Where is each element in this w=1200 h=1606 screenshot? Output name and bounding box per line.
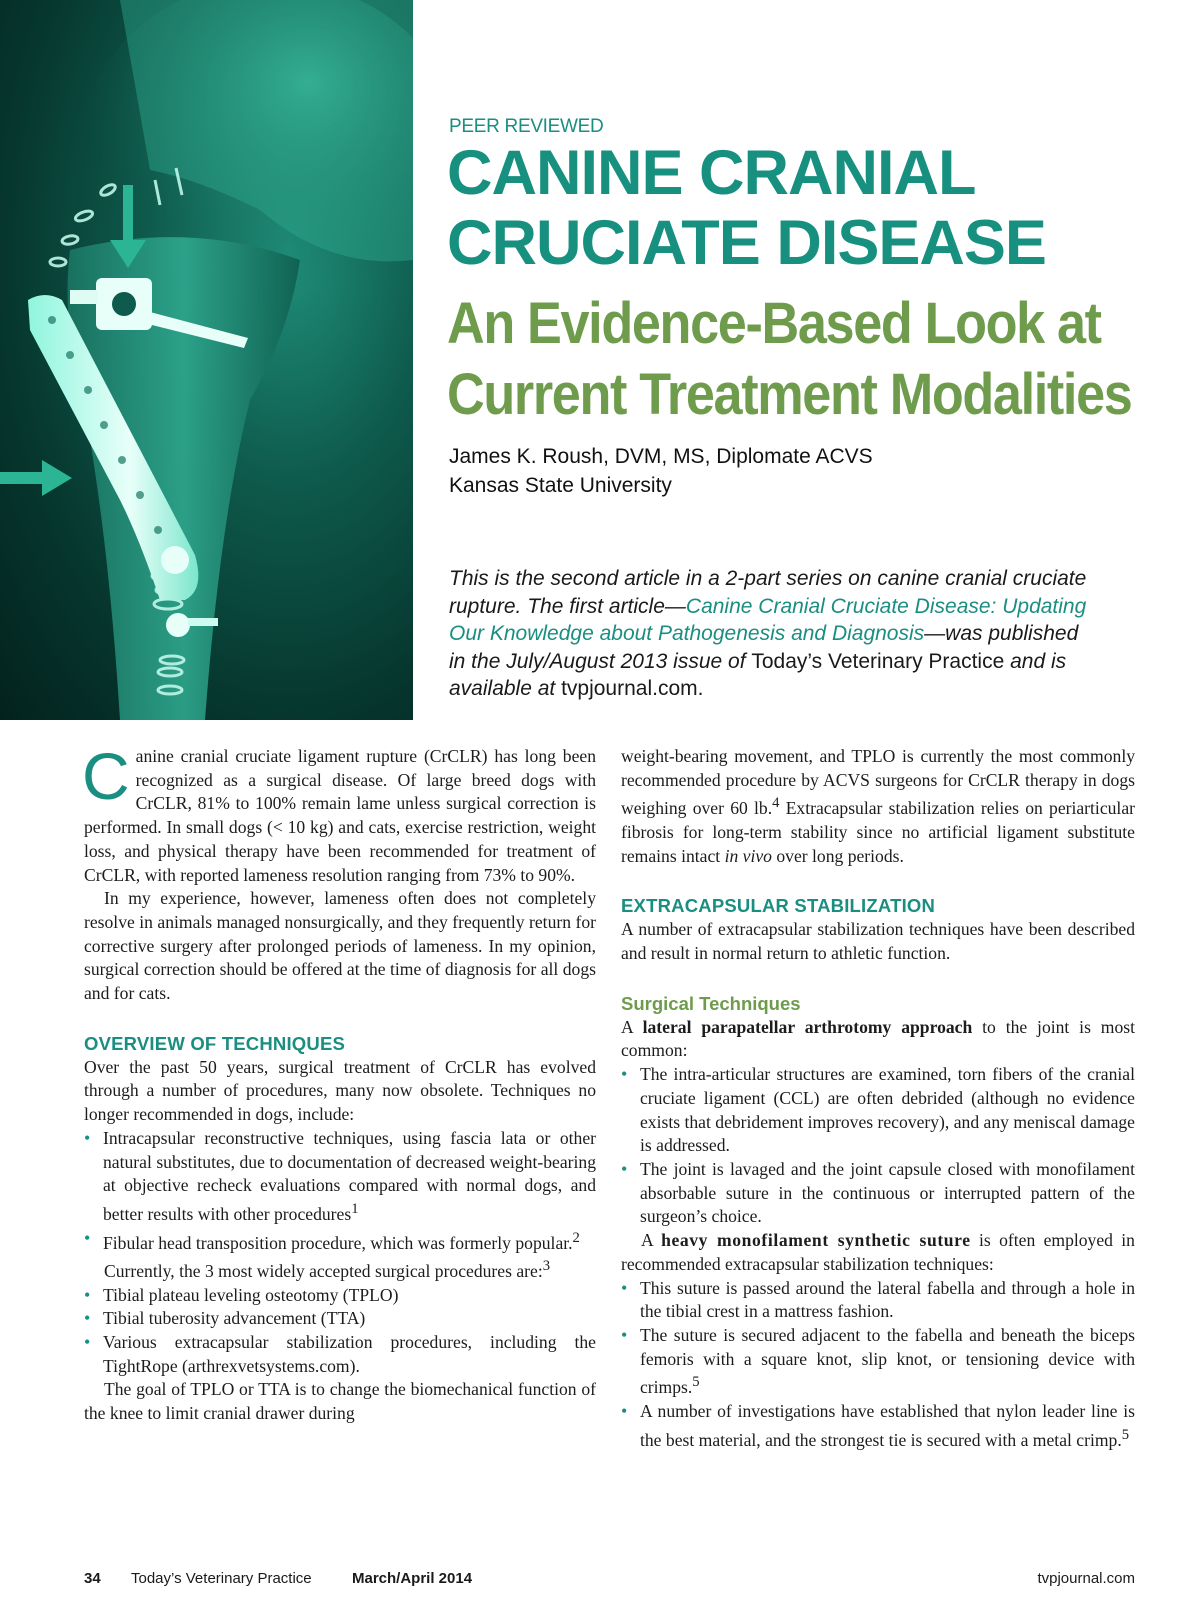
paragraph-text: over long periods. xyxy=(771,845,904,866)
paragraph: A number of extracapsular stabilization techniques have been described and result in normal return to athletic function. xyxy=(621,919,1135,964)
intro-text: This is the second article in a 2-part series on canine cranial cruciate rupture. The first article— xyxy=(449,567,1087,618)
paragraph-text: weight-bearing movement, and TPLO is currently the most commonly recommended procedure by ACVS surgeons for CrCLR therapy in dogs weighing over 60 lb. xyxy=(621,746,1135,819)
arthrotomy-steps-list xyxy=(621,1063,1135,1229)
list-item: • The intra-articular structures are examined, torn fibers of the cranial cruciate ligament (CCL) are often debrided (although no evidence exists that debridement improves recovery), and any meniscal damage is addressed. xyxy=(621,1063,1135,1158)
paragraph xyxy=(84,1255,596,1284)
right-column xyxy=(621,745,1135,1452)
list-item: • Tibial plateau leveling osteotomy (TPLO) xyxy=(84,1284,596,1308)
drop-cap: C xyxy=(82,739,130,813)
accepted-procedures-list xyxy=(84,1284,596,1379)
intro-text: —was published in the July/August 2013 issue of xyxy=(449,622,1079,673)
list-item xyxy=(621,1277,1135,1324)
arrow-icon xyxy=(0,460,72,496)
list-item xyxy=(84,1127,596,1227)
list-item xyxy=(621,1324,1135,1400)
bold-term: heavy monofilament synthetic suture xyxy=(661,1230,971,1251)
list-item-text: A number of investigations have established that nylon leader line is the best material, and the strongest tie is secured with a metal crimp. xyxy=(640,1400,1135,1450)
section-heading: EXTRACAPSULAR STABILIZATION xyxy=(621,895,936,917)
intro-text: and is available at xyxy=(449,649,1067,700)
subtitle-line-2: Current Treatment Modalities xyxy=(447,362,1132,427)
list-item-text: This suture is passed around the lateral fabella and through a hole in the tibial crest in a mattress fashion. xyxy=(640,1277,1135,1322)
paragraph-text: anine cranial cruciate ligament rupture (CrCLR) has long been recognized as a surgical disease. Of large breed dogs with CrCLR, 81% to 100% remain lame unless surgical correction is performed. In small dogs (< 10 kg) and cats, exercise restriction, weight loss, and physical therapy have been recommended for treatment of CrCLR, with reported lameness resolution ranging from 73% to 90%. xyxy=(84,746,596,885)
paragraph xyxy=(621,1229,1135,1276)
author-name: James K. Roush, DVM, MS, Diplomate ACVS xyxy=(449,445,873,468)
paragraph-text: Currently, the 3 most widely accepted surgical procedures are: xyxy=(104,1260,543,1281)
journal-site: tvpjournal.com. xyxy=(561,677,704,700)
paragraph: In my experience, however, lameness often does not completely resolve in animals managed nonsurgically, and they frequently return for corrective surgery after prolonged periods of lameness. In my opinion, surgical correction should be offered at the time of diagnosis for all dogs and for cats. xyxy=(84,888,596,1004)
paragraph-text: A xyxy=(621,1016,643,1037)
list-item xyxy=(621,1400,1135,1452)
title-line-1: CANINE CRANIAL xyxy=(447,138,976,208)
plate-screw-head xyxy=(161,546,189,574)
paragraph: The goal of TPLO or TTA is to change the biomechanical function of the knee to limit cranial drawer during xyxy=(84,1379,596,1424)
subsection-heading: Surgical Techniques xyxy=(621,992,801,1014)
paragraph: Over the past 50 years, surgical treatment of CrCLR has evolved through a number of procedures, many now obsolete. Techniques no longer recommended in dogs, include: xyxy=(84,1056,596,1125)
paragraph xyxy=(621,745,1135,868)
issue-date: March/April 2014 xyxy=(352,1570,473,1587)
author-affiliation: Kansas State University xyxy=(449,474,672,497)
bold-term: lateral parapatellar arthrotomy approach xyxy=(642,1016,973,1037)
list-item-text: Intracapsular reconstructive techniques, using fascia lata or other natural substitutes, due to documentation of decreased weight-bearing at objective recheck evaluations compared with normal dogs, and better results with other procedures xyxy=(103,1127,596,1224)
list-item xyxy=(84,1227,596,1256)
list-item: • Various extracapsular stabilization procedures, including the TightRope (arthrexvetsystems.com). xyxy=(84,1331,596,1378)
xray-image xyxy=(0,0,413,720)
series-intro xyxy=(449,565,1099,703)
paragraph-text: is often employed in recommended extracapsular stabilization techniques: xyxy=(621,1230,1135,1274)
list-item-text: The suture is secured adjacent to the fabella and beneath the biceps femoris with a square knot, slip knot, or tensioning device with crimps. xyxy=(640,1324,1135,1398)
magazine-name: Today’s Veterinary Practice xyxy=(131,1570,312,1587)
paragraph-text: Extracapsular stabilization relies on periarticular fibrosis for long-term stability since no artificial ligament substitute remains intact xyxy=(621,798,1135,866)
emphasis-text: in vivo xyxy=(724,845,772,866)
reference-mark: 5 xyxy=(692,1374,700,1391)
subtitle-line-1: An Evidence-Based Look at xyxy=(447,291,1101,356)
paragraph-text: to the joint is most common: xyxy=(621,1016,1135,1061)
reference-mark: 2 xyxy=(572,1229,580,1246)
list-item: • Tibial tuberosity advancement (TTA) xyxy=(84,1307,596,1331)
page-number: 34 xyxy=(84,1570,101,1587)
xray-illustration xyxy=(0,0,413,720)
peer-reviewed-label: PEER REVIEWED xyxy=(449,116,604,137)
paragraph xyxy=(82,739,596,887)
suture-steps-list xyxy=(621,1277,1135,1453)
list-item-text: Fibular head transposition procedure, which was formerly popular. xyxy=(103,1232,573,1253)
obsolete-techniques-list xyxy=(84,1127,596,1255)
footer-site-link[interactable]: tvpjournal.com xyxy=(1037,1570,1135,1587)
section-heading: OVERVIEW OF TECHNIQUES xyxy=(84,1032,346,1054)
left-column xyxy=(82,739,596,1426)
article-subtitle xyxy=(447,288,1132,430)
plate-screw-head xyxy=(166,613,190,637)
prior-article-link[interactable]: Canine Cranial Cruciate Disease: Updating Our Knowledge about Pathogenesis and Diagnosis xyxy=(449,594,1087,645)
byline xyxy=(449,442,873,500)
reference-mark: 3 xyxy=(542,1258,551,1275)
reference-mark: 5 xyxy=(1121,1426,1130,1443)
reference-mark: 1 xyxy=(351,1200,359,1217)
publication-name: Today’s Veterinary Practice xyxy=(751,649,1005,673)
title-line-2: CRUCIATE DISEASE xyxy=(447,208,1046,278)
reference-mark: 4 xyxy=(772,795,780,812)
list-item: • The joint is lavaged and the joint capsule closed with monofilament absorbable suture in the continuous or interrupted pattern of the surgeon’s choice. xyxy=(621,1158,1135,1229)
paragraph xyxy=(621,1016,1135,1063)
article-title xyxy=(447,138,1167,278)
paragraph-text: A xyxy=(641,1230,662,1251)
